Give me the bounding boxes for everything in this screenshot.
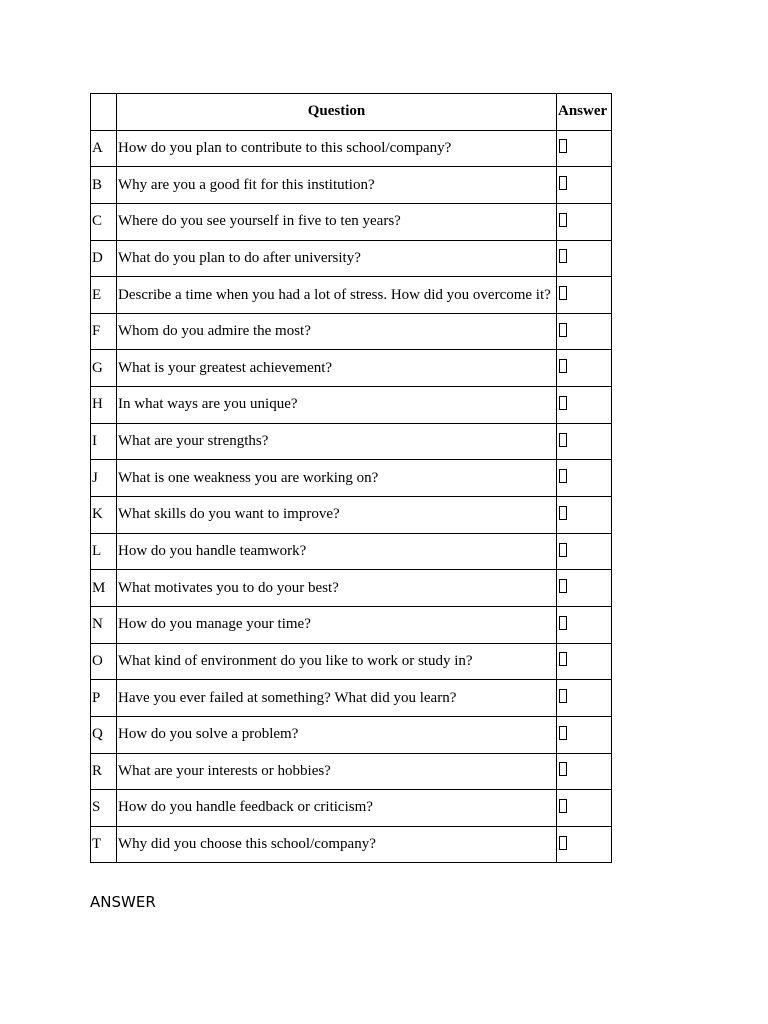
row-question: How do you handle teamwork? bbox=[117, 533, 557, 570]
row-question: What skills do you want to improve? bbox=[117, 497, 557, 534]
row-question: How do you solve a problem? bbox=[117, 716, 557, 753]
table-row bbox=[91, 790, 612, 827]
header-answer-cell: Answer bbox=[557, 94, 612, 131]
row-answer-cell bbox=[557, 130, 612, 167]
answer-checkbox[interactable] bbox=[559, 689, 567, 703]
table-body bbox=[91, 130, 612, 863]
row-question: Why are you a good fit for this institution? bbox=[117, 167, 557, 204]
row-answer-cell bbox=[557, 313, 612, 350]
table-row bbox=[91, 716, 612, 753]
answer-checkbox[interactable] bbox=[559, 469, 567, 483]
answer-checkbox[interactable] bbox=[559, 359, 567, 373]
row-question: Have you ever failed at something? What did you learn? bbox=[117, 680, 557, 717]
row-question: What do you plan to do after university? bbox=[117, 240, 557, 277]
row-question: Why did you choose this school/company? bbox=[117, 826, 557, 863]
answer-checkbox[interactable] bbox=[559, 396, 567, 410]
row-answer-cell bbox=[557, 606, 612, 643]
row-question: What kind of environment do you like to work or study in? bbox=[117, 643, 557, 680]
answer-section-label: ANSWER bbox=[90, 893, 156, 911]
row-answer-cell bbox=[557, 570, 612, 607]
header-letter-cell bbox=[91, 94, 117, 131]
row-answer-cell bbox=[557, 716, 612, 753]
answer-checkbox[interactable] bbox=[559, 726, 567, 740]
row-answer-cell bbox=[557, 423, 612, 460]
row-letter: D bbox=[91, 240, 117, 277]
row-question: In what ways are you unique? bbox=[117, 387, 557, 424]
table-row bbox=[91, 130, 612, 167]
table-row bbox=[91, 753, 612, 790]
row-answer-cell bbox=[557, 387, 612, 424]
row-letter: E bbox=[91, 277, 117, 314]
row-letter: K bbox=[91, 497, 117, 534]
table-row bbox=[91, 423, 612, 460]
answer-checkbox[interactable] bbox=[559, 652, 567, 666]
row-letter: O bbox=[91, 643, 117, 680]
table-row bbox=[91, 460, 612, 497]
row-answer-cell bbox=[557, 240, 612, 277]
answer-checkbox[interactable] bbox=[559, 616, 567, 630]
answer-checkbox[interactable] bbox=[559, 286, 567, 300]
row-letter: T bbox=[91, 826, 117, 863]
table-row bbox=[91, 387, 612, 424]
row-answer-cell bbox=[557, 167, 612, 204]
table-row bbox=[91, 826, 612, 863]
row-question: How do you handle feedback or criticism? bbox=[117, 790, 557, 827]
row-letter: Q bbox=[91, 716, 117, 753]
table-row bbox=[91, 533, 612, 570]
row-letter: L bbox=[91, 533, 117, 570]
row-letter: H bbox=[91, 387, 117, 424]
table-row bbox=[91, 680, 612, 717]
row-letter: B bbox=[91, 167, 117, 204]
answer-checkbox[interactable] bbox=[559, 799, 567, 813]
row-answer-cell bbox=[557, 790, 612, 827]
answer-checkbox[interactable] bbox=[559, 762, 567, 776]
row-letter: M bbox=[91, 570, 117, 607]
header-question-cell: Question bbox=[117, 94, 557, 131]
answer-checkbox[interactable] bbox=[559, 323, 567, 337]
answer-checkbox[interactable] bbox=[559, 139, 567, 153]
row-answer-cell bbox=[557, 533, 612, 570]
row-question: Where do you see yourself in five to ten years? bbox=[117, 203, 557, 240]
row-letter: G bbox=[91, 350, 117, 387]
row-answer-cell bbox=[557, 350, 612, 387]
row-letter: J bbox=[91, 460, 117, 497]
row-question: What is one weakness you are working on? bbox=[117, 460, 557, 497]
table-row bbox=[91, 570, 612, 607]
row-question: What are your strengths? bbox=[117, 423, 557, 460]
answer-checkbox[interactable] bbox=[559, 836, 567, 850]
answer-checkbox[interactable] bbox=[559, 506, 567, 520]
row-question: What is your greatest achievement? bbox=[117, 350, 557, 387]
row-answer-cell bbox=[557, 460, 612, 497]
row-letter: R bbox=[91, 753, 117, 790]
answer-checkbox[interactable] bbox=[559, 579, 567, 593]
row-question: Whom do you admire the most? bbox=[117, 313, 557, 350]
table-row bbox=[91, 606, 612, 643]
row-question: How do you plan to contribute to this school/company? bbox=[117, 130, 557, 167]
row-letter: I bbox=[91, 423, 117, 460]
row-question: What are your interests or hobbies? bbox=[117, 753, 557, 790]
table-row bbox=[91, 277, 612, 314]
table-row bbox=[91, 497, 612, 534]
table-row bbox=[91, 203, 612, 240]
table-row bbox=[91, 350, 612, 387]
row-question: Describe a time when you had a lot of stress. How did you overcome it? bbox=[117, 277, 557, 314]
row-answer-cell bbox=[557, 680, 612, 717]
row-letter: A bbox=[91, 130, 117, 167]
answer-checkbox[interactable] bbox=[559, 176, 567, 190]
table-header-row bbox=[91, 94, 612, 131]
table-row bbox=[91, 313, 612, 350]
row-answer-cell bbox=[557, 643, 612, 680]
row-answer-cell bbox=[557, 203, 612, 240]
row-answer-cell bbox=[557, 497, 612, 534]
answer-checkbox[interactable] bbox=[559, 249, 567, 263]
question-table bbox=[90, 93, 612, 863]
answer-checkbox[interactable] bbox=[559, 543, 567, 557]
row-answer-cell bbox=[557, 826, 612, 863]
row-question: What motivates you to do your best? bbox=[117, 570, 557, 607]
table-row bbox=[91, 167, 612, 204]
row-letter: F bbox=[91, 313, 117, 350]
row-question: How do you manage your time? bbox=[117, 606, 557, 643]
row-answer-cell bbox=[557, 277, 612, 314]
row-letter: S bbox=[91, 790, 117, 827]
row-letter: C bbox=[91, 203, 117, 240]
table-row bbox=[91, 240, 612, 277]
answer-checkbox[interactable] bbox=[559, 433, 567, 447]
answer-checkbox[interactable] bbox=[559, 213, 567, 227]
row-answer-cell bbox=[557, 753, 612, 790]
row-letter: N bbox=[91, 606, 117, 643]
table-row bbox=[91, 643, 612, 680]
row-letter: P bbox=[91, 680, 117, 717]
